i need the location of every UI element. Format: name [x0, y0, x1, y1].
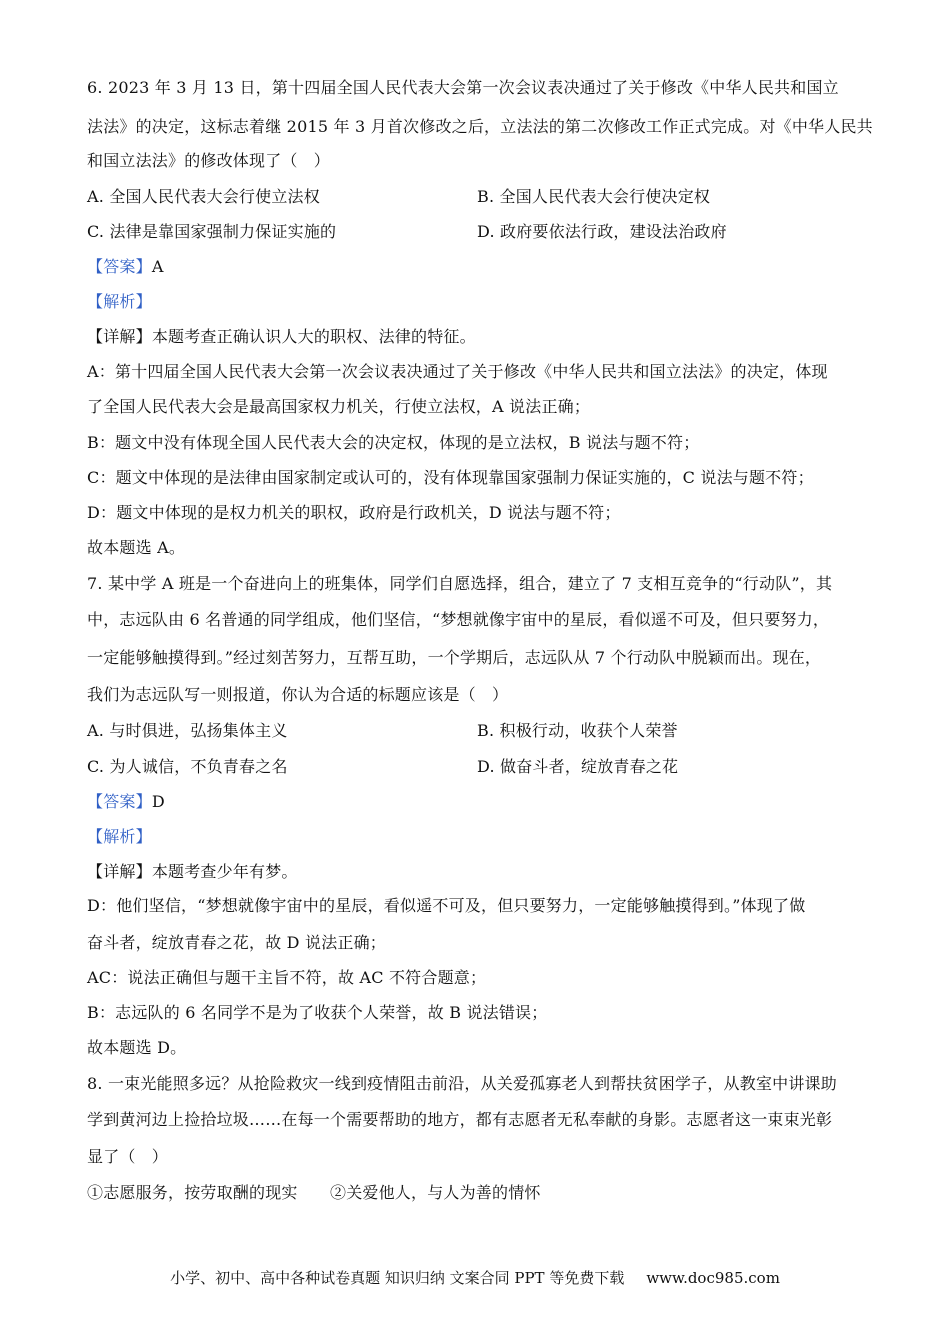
q7-answer-tag: 【答案】 — [87, 792, 152, 811]
q7-detail-tag: 【详解】 — [87, 862, 152, 881]
q7-stem-line-2: 中，志远队由 6 名普通的同学组成，他们坚信，“梦想就像宇宙中的星辰，看似遥不可及，但只要努力， — [87, 610, 830, 629]
page-footer — [0, 1268, 950, 1288]
q6-answer-tag: 【答案】 — [87, 257, 152, 276]
q7-option-c: C. 为人诚信，不负青春之名 — [87, 757, 288, 776]
footer-url[interactable]: www.doc985.com — [646, 1269, 780, 1287]
footer-text: 小学、初中、高中各种试卷真题 知识归纳 文案合同 PPT 等免费下载 — [170, 1269, 625, 1287]
q6-conclusion: 故本题选 A。 — [87, 538, 186, 557]
q7-explanation-line-2: 奋斗者，绽放青春之花，故 D 说法正确； — [87, 933, 387, 952]
q6-explanation-line-2: 了全国人民代表大会是最高国家权力机关，行使立法权，A 说法正确； — [87, 397, 591, 416]
q7-explanation-line-3: AC：说法正确但与题干主旨不符，故 AC 不符合题意； — [87, 968, 487, 987]
q7-option-a: A. 与时俱进，弘扬集体主义 — [87, 721, 288, 740]
q8-stem-line-3: 显了（ ） — [87, 1147, 169, 1166]
q6-answer — [87, 257, 877, 277]
q7-stem-line-4: 我们为志远队写一则报道，你认为合适的标题应该是（ ） — [87, 685, 509, 704]
q6-option-c: C. 法律是靠国家强制力保证实施的 — [87, 222, 337, 241]
q7-option-b: B. 积极行动，收获个人荣誉 — [477, 721, 678, 740]
q7-detail — [87, 862, 877, 882]
q7-stem-line-3: 一定能够触摸得到。”经过刻苦努力，互帮互助，一个学期后，志远队从 7 个行动队中脱颖而出。现在， — [87, 648, 822, 667]
q6-explanation-line-1: A：第十四届全国人民代表大会第一次会议表决通过了关于修改《中华人民共和国立法法》的决定，体现 — [87, 362, 828, 381]
q7-stem-line-1: 7. 某中学 A 班是一个奋进向上的班集体，同学们自愿选择，组合，建立了 7 支相互竞争的“行动队”，其 — [87, 574, 833, 593]
q7-analysis-tag: 【解析】 — [87, 827, 152, 846]
q7-explanation-line-1: D：他们坚信，“梦想就像宇宙中的星辰，看似遥不可及，但只要努力，一定能够触摸得到。”体现了做 — [87, 896, 806, 915]
q7-conclusion: 故本题选 D。 — [87, 1038, 187, 1057]
q6-analysis-tag: 【解析】 — [87, 292, 152, 311]
q7-answer-value: D — [151, 792, 165, 811]
q6-explanation-line-5: D：题文中体现的是权力机关的职权，政府是行政机关，D 说法与题不符； — [87, 503, 621, 522]
q6-detail — [87, 327, 877, 347]
q8-stem-line-2: 学到黄河边上捡拾垃圾……在每一个需要帮助的地方，都有志愿者无私奉献的身影。志愿者这一束束光彰 — [87, 1110, 833, 1129]
q6-answer-value: A — [151, 257, 164, 276]
q6-explanation-line-3: B：题文中没有体现全国人民代表大会的决定权，体现的是立法权，B 说法与题不符； — [87, 433, 700, 452]
q8-choices-line: ①志愿服务，按劳取酬的现实 ②关爱他人，与人为善的情怀 — [87, 1183, 541, 1202]
q7-explanation-line-4: B：志远队的 6 名同学不是为了收获个人荣誉，故 B 说法错误； — [87, 1003, 548, 1022]
q7-detail-text: 本题考查少年有梦。 — [151, 862, 298, 881]
q6-detail-tag: 【详解】 — [87, 327, 152, 346]
q6-explanation-line-4: C：题文中体现的是法律由国家制定或认可的，没有体现靠国家强制力保证实施的，C 说法与题不符； — [87, 468, 814, 487]
q7-option-d: D. 做奋斗者，绽放青春之花 — [477, 757, 679, 776]
q6-option-d: D. 政府要依法行政，建设法治政府 — [477, 222, 727, 241]
q6-option-a: A. 全国人民代表大会行使立法权 — [87, 187, 320, 206]
q6-detail-text: 本题考查正确认识人大的职权、法律的特征。 — [151, 327, 476, 346]
q6-stem-line-1: 6. 2023 年 3 月 13 日，第十四届全国人民代表大会第一次会议表决通过了关于修改《中华人民共和国立 — [87, 78, 839, 97]
q6-analysis — [87, 292, 877, 312]
q6-stem-line-3: 和国立法法》的修改体现了（ ） — [87, 151, 331, 170]
q6-stem-line-2: 法法》的决定，这标志着继 2015 年 3 月首次修改之后，立法法的第二次修改工作正式完成。对《中华人民共 — [87, 117, 873, 136]
q8-stem-line-1: 8. 一束光能照多远？从抢险救灾一线到疫情阻击前沿，从关爱孤寡老人到帮扶贫困学子，从教室中讲课助 — [87, 1074, 837, 1093]
q7-answer — [87, 792, 877, 812]
q6-option-b: B. 全国人民代表大会行使决定权 — [477, 187, 711, 206]
q7-analysis — [87, 827, 877, 847]
